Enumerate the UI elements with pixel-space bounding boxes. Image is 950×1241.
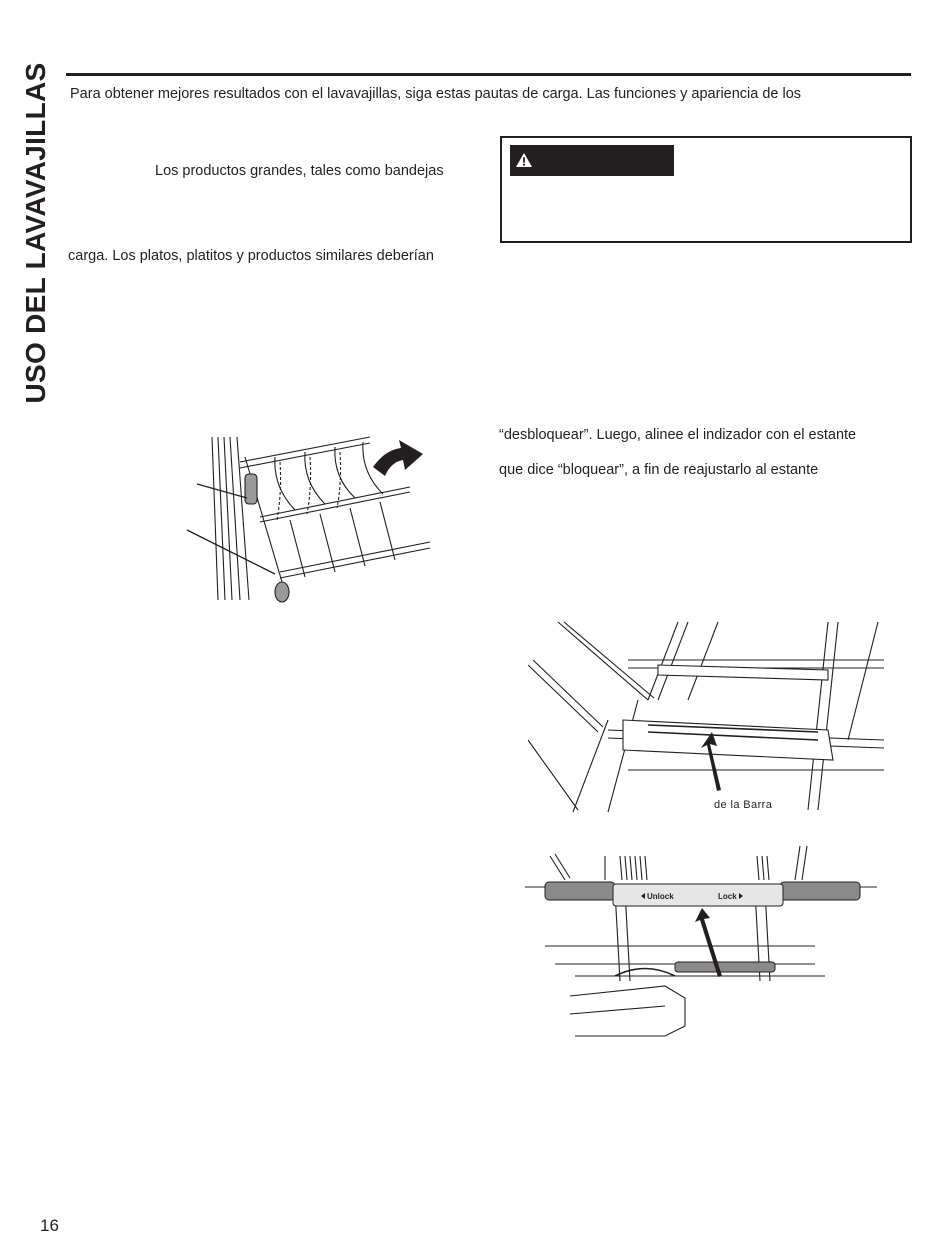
right-paragraph-line-1: “desbloquear”. Luego, alinee el indizador con el estante (499, 427, 857, 443)
unlock-label: Unlock (647, 892, 674, 901)
warning-box (500, 136, 912, 243)
rack-fold-illustration (185, 432, 440, 604)
rack-bar-illustration (528, 620, 884, 815)
right-paragraph-line-2: que dice “bloquear”, a fin de reajustarlo al estante (499, 462, 819, 478)
section-title: USO DEL LAVAVAJILLAS (20, 62, 51, 403)
page-number: 16 (40, 1216, 59, 1235)
left-paragraph-line-1: Los productos grandes, tales como bandejas (155, 163, 444, 179)
intro-paragraph: Para obtener mejores resultados con el lavavajillas, siga estas pautas de carga. Las funciones y apariencia de los (70, 86, 802, 102)
warning-header-bar (510, 145, 674, 176)
lock-label: Lock (718, 892, 737, 901)
bar-caption: de la Barra (714, 799, 773, 811)
left-paragraph-line-2: carga. Los platos, platitos y productos similares deberían (68, 248, 434, 264)
warning-triangle-icon (516, 153, 532, 167)
lock-indicator-illustration (525, 836, 880, 1041)
header-rule (66, 73, 911, 76)
curved-arrow-icon (373, 440, 423, 476)
